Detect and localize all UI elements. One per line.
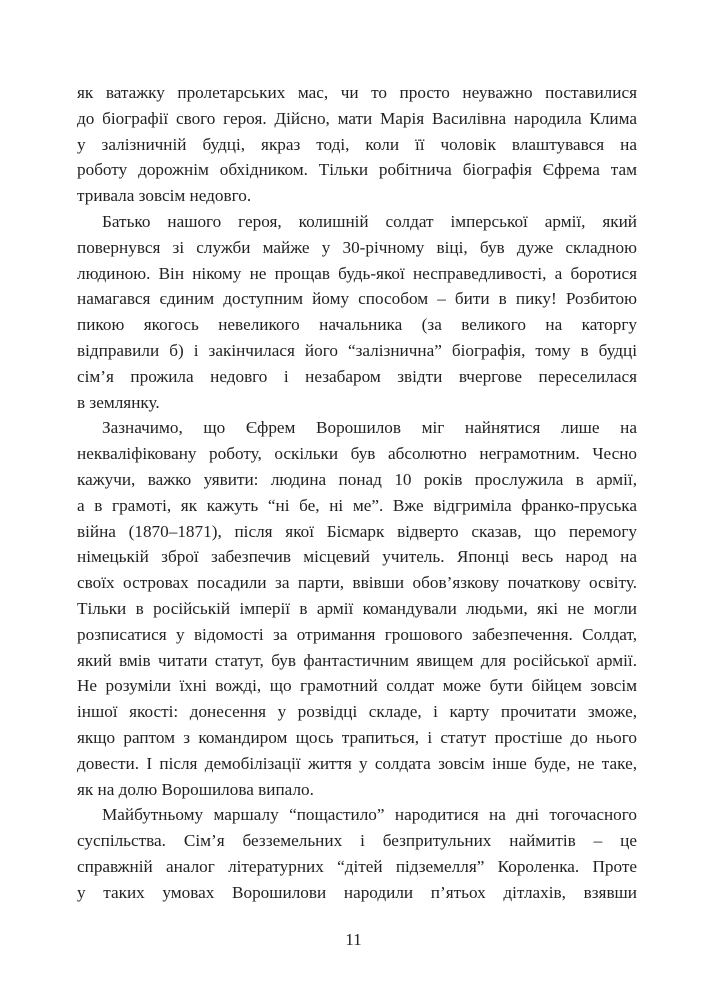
text-line: іншої якості: донесення у розвідці складе, і карту прочитати зможе, (77, 702, 637, 722)
text-line: пикою якогось невеликого начальника (за великого на каторгу (77, 315, 637, 335)
text-line: тривала зовсім недовго. (77, 186, 252, 206)
text-line: Батько нашого героя, колишній солдат імперської армії, який (102, 211, 637, 231)
text-line: Зазначимо, що Єфрем Ворошилов міг найнятися лише на (102, 418, 637, 438)
text-line: до біографії свого героя. Дійсно, мати Марія Василівна народила Клима (77, 108, 637, 128)
paragraph (77, 802, 637, 905)
text-line: у залізничній будці, якраз тоді, коли її чоловік влаштувався на (77, 134, 637, 154)
text-line: який вмів читати статут, був фантастичним явищем для російської армії. (77, 650, 637, 670)
text-line: у таких умовах Ворошилови народили п’ятьох дітлахів, взявши (77, 882, 637, 902)
text-line: кажучи, важко уявити: людина понад 10 років прослужила в армії, (77, 469, 637, 489)
document-body (77, 80, 637, 906)
text-line: а в грамоті, як кажуть “ні бе, ні ме”. Вже відгриміла франко-пруська (77, 495, 637, 515)
text-line: сім’я прожила недовго і незабаром звідти вчергове переселилася (77, 366, 637, 386)
text-line: як на долю Ворошилова випало. (77, 779, 314, 799)
paragraph (77, 80, 637, 209)
text-line: некваліфіковану роботу, оскільки був абсолютно неграмотним. Чесно (77, 444, 637, 464)
text-line: своїх островах посадили за парти, ввівши обов’язкову початкову освіту. (77, 573, 637, 593)
paragraph (77, 209, 637, 415)
text-line: повернувся зі служби майже у 30-річному віці, був дуже складною (77, 237, 637, 257)
text-line: роботу дорожнім обхідником. Тільки робітнича біографія Єфрема там (77, 160, 637, 180)
text-line: людиною. Він нікому не прощав будь-якої несправедливості, а боротися (77, 263, 637, 283)
text-line: довести. І після демобілізації життя у солдата зовсім інше буде, не таке, (77, 753, 637, 773)
text-line: в землянку. (77, 392, 160, 412)
page-number: 11 (345, 930, 362, 949)
text-line: як ватажку пролетарських мас, чи то просто неуважно поставилися (77, 83, 637, 102)
text-line: Не розуміли їхні вожді, що грамотний солдат може бути бійцем зовсім (77, 676, 637, 696)
text-line: суспільства. Сім’я безземельних і безпритульних наймитів – це (77, 831, 637, 851)
text-line: Майбутньому маршалу “пощастило” народитися на дні тогочасного (102, 805, 637, 825)
paragraph (77, 415, 637, 802)
text-line: німецькій зброї забезпечив місцевий учитель. Японці весь народ на (77, 547, 637, 567)
text-line: війна (1870–1871), після якої Бісмарк відверто сказав, що перемогу (77, 521, 637, 541)
text-line: намагався єдиним доступним йому способом – бити в пику! Розбитою (77, 289, 637, 309)
text-line: відправили б) і закінчилася його “залізнична” біографія, тому в будці (77, 340, 637, 360)
text-line: якщо раптом з командиром щось трапиться, і статут простіше до нього (77, 727, 637, 747)
text-line: Тільки в російській імперії в армії командували людьми, які не могли (77, 598, 637, 618)
text-line: розписатися у відомості за отримання грошового забезпечення. Солдат, (77, 624, 637, 644)
text-line: справжній аналог літературних “дітей підземелля” Короленка. Проте (77, 856, 637, 876)
